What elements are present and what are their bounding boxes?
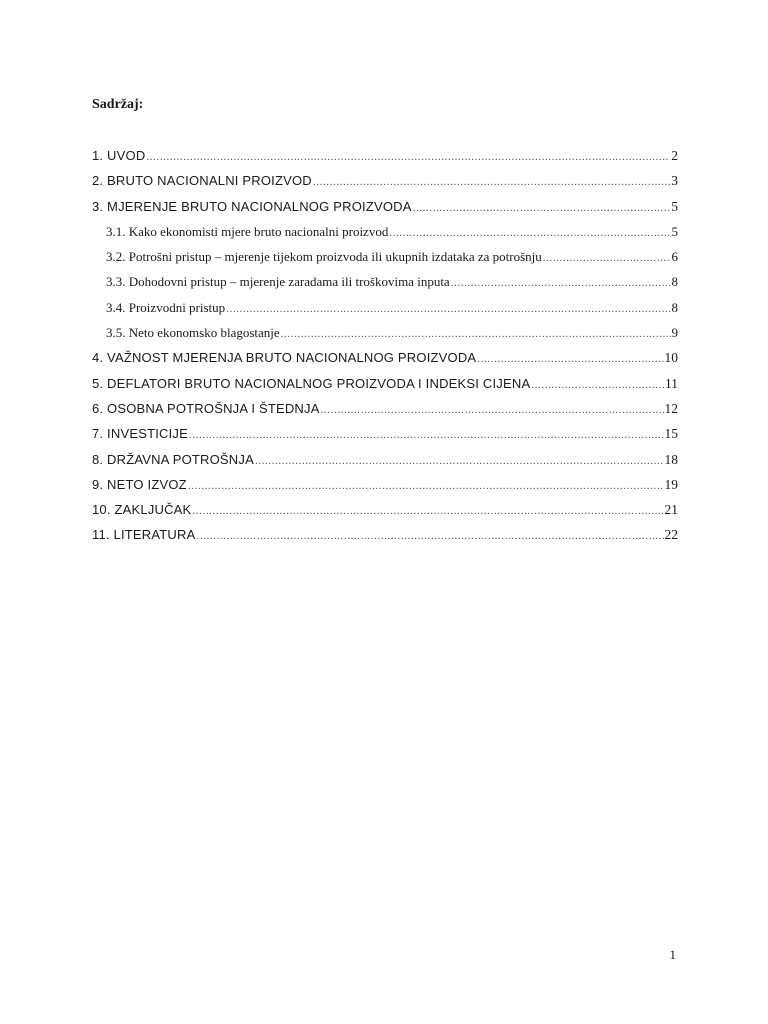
toc-entry-page: 21 <box>664 502 678 518</box>
toc-dot-leader <box>188 474 664 499</box>
toc-entry-title: 4. VAŽNOST MJERENJA BRUTO NACIONALNOG PROIZVODA <box>92 350 477 366</box>
toc-entry-investicije[interactable] <box>92 421 678 446</box>
toc-dot-leader <box>281 322 671 347</box>
toc-entry-title: 7. INVESTICIJE <box>92 426 188 442</box>
toc-entry-title: 8. DRŽAVNA POTROŠNJA <box>92 451 254 467</box>
toc-dot-leader <box>255 449 664 474</box>
page-number: 1 <box>669 947 676 962</box>
toc-entry-3-3[interactable] <box>92 269 678 294</box>
toc-dot-leader <box>196 524 663 549</box>
toc-entry-3-2[interactable] <box>92 244 678 269</box>
toc-entry-title: 3.1. Kako ekonomisti mjere bruto nacionalni proizvod <box>106 223 389 239</box>
toc-dot-leader <box>192 499 663 524</box>
toc-entry-page: 5 <box>671 198 678 214</box>
toc-dot-leader <box>451 271 671 296</box>
toc-dot-leader <box>531 373 664 398</box>
toc-entry-drzavna-potrosnja[interactable] <box>92 447 678 472</box>
toc-entry-title: 1. UVOD <box>92 148 146 163</box>
toc-entry-zakljucak[interactable] <box>92 497 678 522</box>
toc-dot-leader <box>321 398 664 423</box>
toc-dot-leader <box>389 221 670 246</box>
toc-entry-3-4[interactable] <box>92 295 678 320</box>
toc-entry-3-5[interactable] <box>92 320 678 345</box>
toc-entry-literatura[interactable] <box>92 522 678 547</box>
toc-entry-page: 9 <box>671 325 678 341</box>
toc-entry-page: 19 <box>664 476 678 492</box>
toc-entry-page: 15 <box>664 426 678 442</box>
toc-entry-title: 5. DEFLATORI BRUTO NACIONALNOG PROIZVODA I INDEKSI CIJENA <box>92 375 531 391</box>
toc-entry-title: 11. LITERATURA <box>92 527 196 543</box>
toc-entry-title: 6. OSOBNA POTROŠNJA I ŠTEDNJA <box>92 400 320 416</box>
toc-entry-uvod[interactable] <box>92 143 678 168</box>
toc-entry-title: 3.5. Neto ekonomsko blagostanje <box>106 325 280 341</box>
toc-entry-bruto-nacionalni-proizvod[interactable] <box>92 168 678 193</box>
toc-entry-page: 5 <box>671 223 678 239</box>
toc-entry-title: 9. NETO IZVOZ <box>92 476 187 492</box>
toc-entry-page: 11 <box>665 375 678 391</box>
toc-dot-leader <box>313 170 670 195</box>
toc-dot-leader <box>146 145 670 170</box>
toc-entry-page: 8 <box>671 299 678 315</box>
toc-dot-leader <box>189 423 664 448</box>
toc-entry-title: 3.2. Potrošni pristup – mjerenje tijekom proizvoda ili ukupnih izdataka za potrošnju <box>106 249 542 265</box>
toc-entry-3-1[interactable] <box>92 219 678 244</box>
toc-entry-title: 2. BRUTO NACIONALNI PROIZVOD <box>92 173 312 189</box>
toc-entry-title: 3.3. Dohodovni pristup – mjerenje zaradama ili troškovima inputa <box>106 274 450 290</box>
toc-entry-page: 3 <box>671 173 678 189</box>
toc-entry-page: 2 <box>671 148 678 163</box>
toc-entry-title: 3. MJERENJE BRUTO NACIONALNOG PROIZVODA <box>92 198 412 214</box>
toc-entry-page: 22 <box>664 527 678 543</box>
toc-dot-leader <box>477 347 663 372</box>
toc-entry-neto-izvoz[interactable] <box>92 472 678 497</box>
toc-entry-page: 6 <box>671 249 678 265</box>
toc-entry-mjerenje-bnp[interactable] <box>92 194 678 219</box>
table-of-contents <box>92 143 678 548</box>
toc-entry-page: 18 <box>664 451 678 467</box>
toc-entry-title: 10. ZAKLJUČAK <box>92 502 192 518</box>
toc-entry-title: 3.4. Proizvodni pristup <box>106 299 226 315</box>
toc-entry-vaznost-mjerenja[interactable] <box>92 345 678 370</box>
toc-dot-leader <box>543 246 671 271</box>
toc-entry-page: 8 <box>671 274 678 290</box>
toc-entry-page: 10 <box>664 350 678 366</box>
toc-entry-page: 12 <box>664 400 678 416</box>
toc-entry-deflatori[interactable] <box>92 371 678 396</box>
toc-entry-osobna-potrosnja[interactable] <box>92 396 678 421</box>
toc-dot-leader <box>413 196 671 221</box>
toc-dot-leader <box>226 297 670 322</box>
toc-heading: Sadržaj: <box>92 97 144 112</box>
